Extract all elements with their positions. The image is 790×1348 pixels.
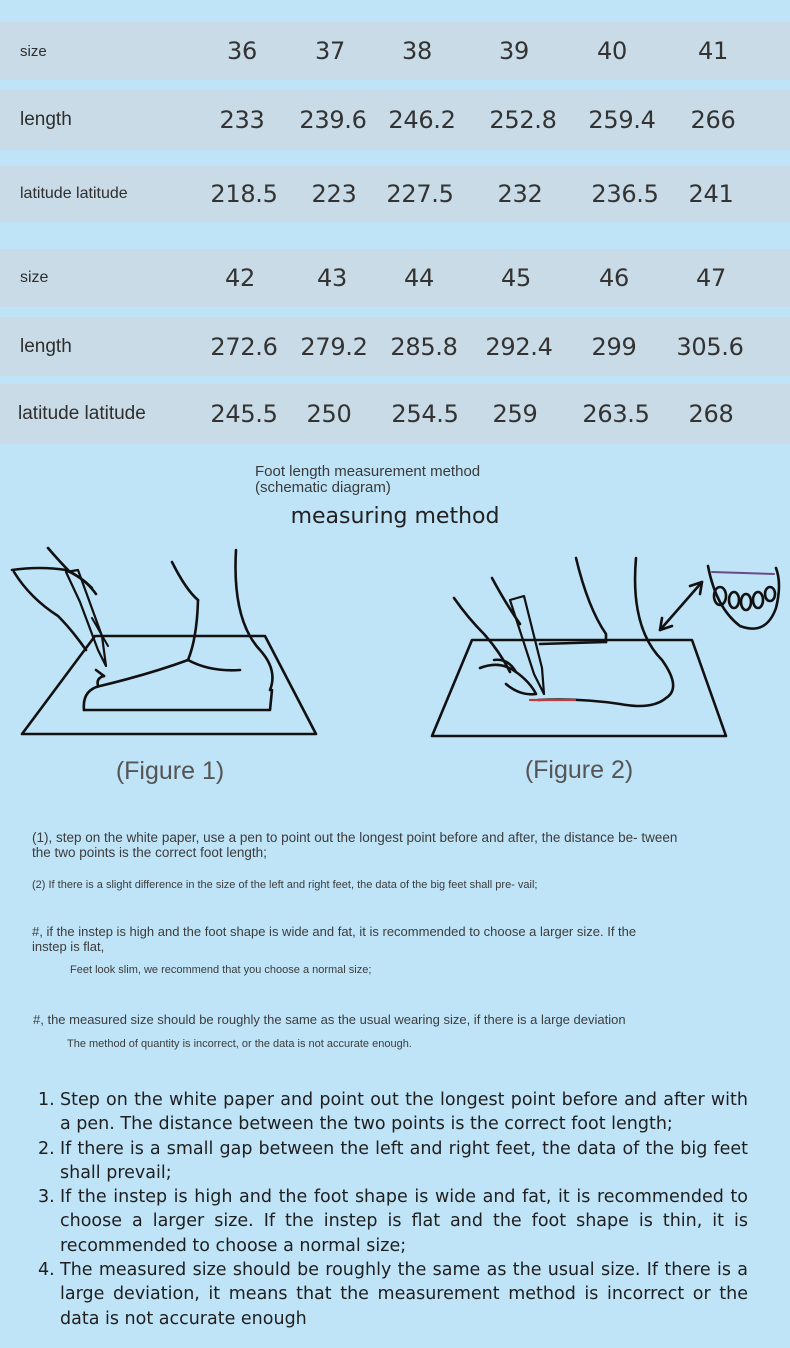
length-cell: 305.6 [676, 332, 744, 361]
step-number: 4. [38, 1260, 55, 1281]
step-text: If the instep is high and the foot shape is wide and fat, it is recommended to choose a larger size. If the instep is flat and the foot shape is thin, it is recommended to choose a normal size; [60, 1187, 748, 1256]
row-label: length [20, 335, 72, 357]
note-2: (2) If there is a slight difference in the size of the left and right feet, the data of the big feet shall pre- vail; [32, 879, 538, 891]
note-4b: The method of quantity is incorrect, or the data is not accurate enough. [67, 1038, 412, 1050]
schematic-title [255, 464, 555, 496]
row-label: size [20, 269, 49, 286]
size-cell: 37 [315, 37, 345, 65]
length-cell: 252.8 [489, 106, 557, 134]
length-cell: 285.8 [390, 332, 458, 361]
note-4: #, the measured size should be roughly the same as the usual wearing size, if there is a large deviation [33, 1012, 626, 1027]
table2-length-row [0, 317, 790, 376]
figure-1-caption: (Figure 1) [115, 757, 225, 785]
step-item [38, 1258, 748, 1331]
length-cell: 279.2 [300, 332, 368, 361]
size-cell: 46 [599, 264, 629, 292]
note-1: (1), step on the white paper, use a pen to point out the longest point before and after, the distance be- tween the two points is the correct foot length; [32, 830, 678, 860]
latitude-cell: 263.5 [582, 400, 650, 428]
figure-1-illustration [0, 540, 340, 745]
table1-size-row [0, 22, 790, 80]
latitude-cell: 259 [492, 400, 538, 428]
size-cell: 47 [696, 264, 726, 292]
measurement-steps [38, 1088, 748, 1331]
length-cell: 239.6 [299, 106, 367, 134]
row-label: latitude latitude [20, 185, 128, 202]
latitude-cell: 250 [306, 400, 352, 428]
latitude-cell: 236.5 [591, 180, 659, 208]
size-cell: 44 [404, 264, 434, 292]
length-cell: 292.4 [485, 332, 553, 361]
table2-latitude-row [0, 384, 790, 444]
latitude-cell: 227.5 [386, 180, 454, 208]
measuring-method-title: measuring method [290, 504, 500, 529]
latitude-cell: 223 [311, 180, 357, 208]
length-cell: 259.4 [588, 106, 656, 134]
step-number: 1. [38, 1090, 55, 1110]
size-cell: 45 [501, 264, 531, 292]
size-cell: 43 [317, 264, 347, 292]
size-cell: 41 [698, 37, 728, 65]
length-cell: 272.6 [210, 332, 278, 361]
step-text: Step on the white paper and point out the longest point before and after with a pen. The distance between the two points is the correct foot length; [60, 1090, 748, 1135]
latitude-cell: 218.5 [210, 180, 278, 208]
row-label: latitude latitude [18, 403, 146, 424]
size-cell: 42 [225, 264, 255, 292]
step-number: 3. [38, 1187, 55, 1208]
row-label: size [20, 42, 47, 60]
schematic-title-line1: Foot length measurement method [255, 463, 481, 480]
row-label: length [20, 109, 72, 130]
latitude-cell: 245.5 [210, 400, 278, 428]
step-item [38, 1185, 748, 1258]
figure-2-caption: (Figure 2) [524, 756, 634, 784]
schematic-title-line2: (schematic diagram) [255, 479, 391, 496]
size-cell: 38 [402, 37, 432, 65]
latitude-cell: 232 [497, 180, 543, 208]
length-cell: 299 [591, 332, 637, 361]
length-cell: 233 [219, 106, 265, 134]
size-cell: 39 [499, 37, 529, 65]
figure-2-illustration [420, 548, 790, 743]
latitude-cell: 254.5 [391, 400, 459, 428]
length-cell: 246.2 [388, 106, 456, 134]
note-3b: Feet look slim, we recommend that you choose a normal size; [70, 964, 372, 976]
step-number: 2. [38, 1138, 55, 1159]
length-cell: 266 [690, 106, 736, 134]
step-text: If there is a small gap between the left and right feet, the data of the big feet shall prevail; [60, 1138, 748, 1183]
step-item [38, 1137, 748, 1186]
size-cell: 40 [597, 37, 627, 65]
table1-length-row [0, 90, 790, 150]
step-item [38, 1088, 748, 1137]
table2-size-row [0, 249, 790, 307]
latitude-cell: 241 [688, 180, 734, 208]
note-3: #, if the instep is high and the foot shape is wide and fat, it is recommended to choose a larger size. If the instep is flat, [32, 924, 637, 954]
table1-latitude-row [0, 166, 790, 222]
step-text: The measured size should be roughly the same as the usual size. If there is a large deviation, it means that the measurement method is incorrect or the data is not accurate enough [60, 1260, 748, 1329]
latitude-cell: 268 [688, 400, 734, 428]
size-cell: 36 [227, 37, 257, 65]
